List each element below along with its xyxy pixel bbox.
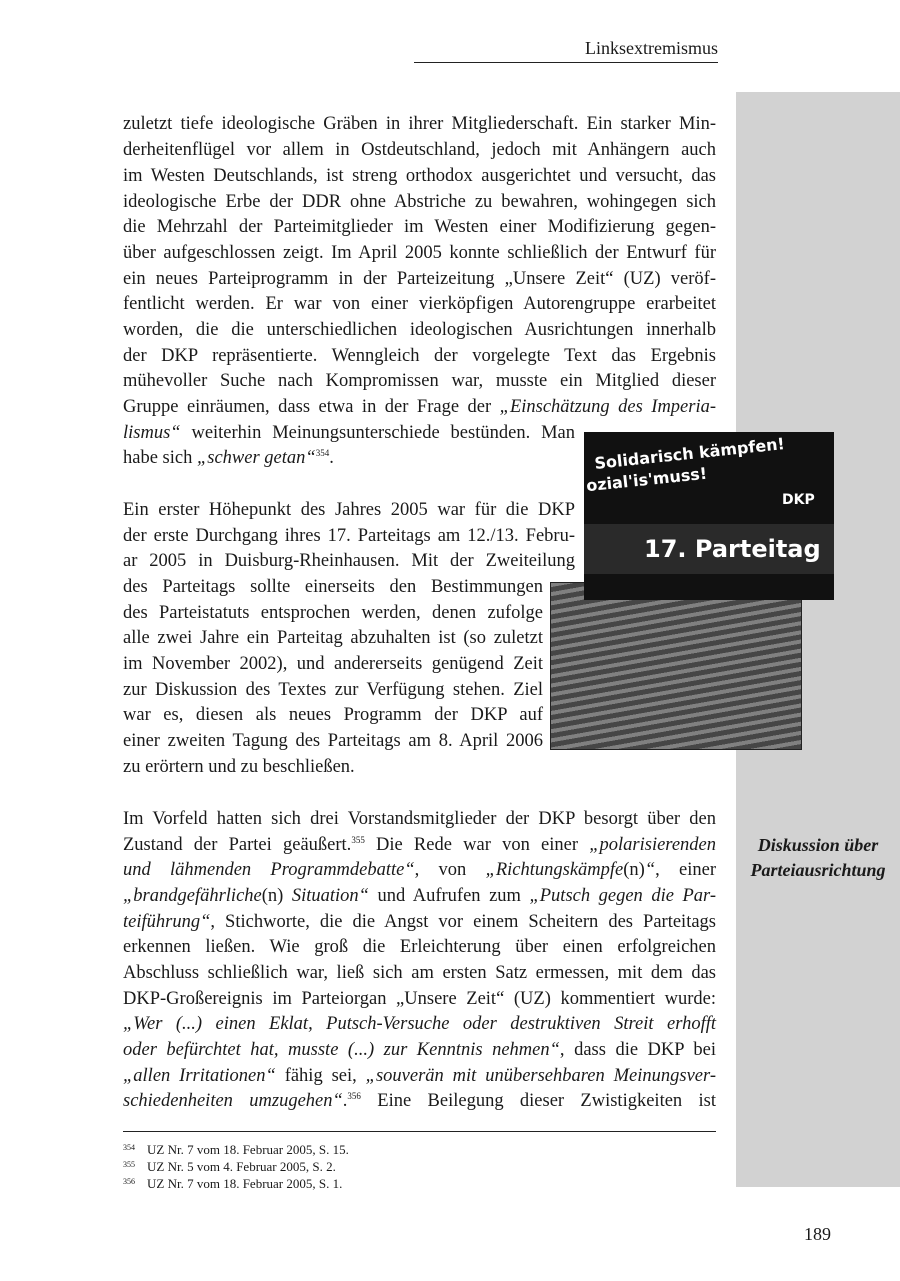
audience-seats	[551, 583, 801, 749]
text-run: Zustand der Partei geäußert.	[123, 835, 352, 855]
text-run: , dass die DKP bei	[559, 1040, 716, 1060]
quote-run: „Einschätzung des Imperia-	[499, 397, 717, 417]
footnote-ref: 355	[351, 835, 365, 845]
banner-text: 17. Parteitag	[644, 535, 821, 563]
footnote-ref: 354	[315, 448, 330, 458]
quote-run: „polarisierenden	[589, 835, 716, 855]
quote-run: „Wer (...) einen Eklat, Putsch-Versuche oder destruktiven Streit erhofft	[123, 1014, 716, 1034]
text-line: des Parteistatuts entsprochen werden, denen zufolge	[123, 603, 543, 623]
text-line: einer zweiten Tagung des Parteitags am 8. April 2006	[123, 731, 543, 751]
text-line	[123, 857, 716, 883]
text-line: war es, diesen als neues Programm der DKP auf	[123, 705, 543, 725]
running-title: Linksextremismus	[585, 38, 718, 58]
text-line: ein neues Parteiprogramm in der Parteizeitung „Unsere Zeit“ (UZ) veröf-	[123, 269, 716, 289]
quote-run: „souverän mit unübersehbaren Meinungsver-	[365, 1066, 716, 1086]
text-run: fähig sei,	[275, 1066, 366, 1086]
quote-run: „brandgefährliche	[123, 886, 262, 906]
text-run: , von	[414, 860, 486, 880]
text-line: derheitenflügel vor allem in Ostdeutschland, jedoch mit Anhängern auch	[123, 140, 716, 160]
running-header	[414, 38, 718, 63]
text-line	[123, 1063, 716, 1089]
text-line: Abschluss schließlich war, ließ sich am ersten Satz ermessen, mit dem das	[123, 963, 716, 983]
text-line	[123, 1037, 716, 1063]
quote-run: lismus“	[123, 423, 181, 443]
text-run: und Aufrufen zum	[368, 886, 530, 906]
text-run: Gruppe einräumen, dass etwa in der Frage der	[123, 397, 500, 417]
footnote-text: UZ Nr. 7 vom 18. Februar 2005, S. 1.	[147, 1176, 343, 1191]
margin-note-line2: Parteiausrichtung	[750, 860, 886, 880]
text-line: Im Vorfeld hatten sich drei Vorstandsmitglieder der DKP besorgt über den	[123, 809, 716, 829]
text-run: habe sich	[123, 448, 197, 468]
text-line: DKP-Großereignis im Parteiorgan „Unsere Zeit“ (UZ) kommentiert wurde:	[123, 989, 716, 1009]
footnote	[123, 1157, 336, 1175]
text-line: zu erörtern und zu beschließen.	[123, 757, 355, 777]
margin-note-line1: Diskussion über	[757, 835, 879, 855]
text-line	[123, 445, 575, 471]
party-congress-photo	[584, 432, 834, 600]
text-run: Eine Beilegung dieser Zwistigkeiten ist	[360, 1091, 716, 1111]
footnote-rule	[123, 1131, 716, 1132]
quote-run: Situation“	[291, 886, 369, 906]
text-line: zuletzt tiefe ideologische Gräben in ihrer Mitgliederschaft. Ein starker Min-	[123, 114, 716, 134]
text-line	[123, 883, 716, 909]
footnote-text: UZ Nr. 5 vom 4. Februar 2005, S. 2.	[147, 1159, 336, 1174]
text-run: , einer	[655, 860, 716, 880]
text-line: Ein erster Höhepunkt des Jahres 2005 war für die DKP	[123, 500, 575, 520]
banner-text: ozial'is'muss!	[585, 463, 708, 496]
footnote	[123, 1174, 342, 1192]
page-number: 189	[804, 1224, 831, 1244]
footnote-number: 354	[123, 1143, 135, 1152]
quote-run: schiedenheiten umzugehen“	[123, 1091, 343, 1111]
text-line: im Westen Deutschlands, ist streng orthodox ausgerichtet und versucht, das	[123, 166, 716, 186]
quote-run: teiführung“	[123, 912, 211, 932]
text-run: Die Rede war von einer	[364, 835, 590, 855]
margin-note	[736, 833, 900, 883]
text-run: .	[342, 1091, 348, 1111]
quote-run: oder befürchtet hat, musste (...) zur Kenntnis nehmen“	[123, 1040, 560, 1060]
text-line: ar 2005 in Duisburg-Rheinhausen. Mit der Zweiteilung	[123, 551, 575, 571]
text-line: des Parteitags sollte einerseits den Bestimmungen	[123, 577, 543, 597]
footnote	[123, 1140, 349, 1158]
congress-hall-photo	[550, 582, 802, 750]
text-line	[123, 1088, 716, 1114]
text-line: die Mehrzahl der Parteimitglieder im Westen einer Modifizierung gegen-	[123, 217, 716, 237]
text-run: .	[329, 448, 334, 468]
text-line: der DKP repräsentierte. Wenngleich der vorgelegte Text das Ergebnis	[123, 346, 716, 366]
text-line	[123, 909, 716, 935]
text-line: über aufgeschlossen zeigt. Im April 2005 konnte schließlich der Entwurf für	[123, 243, 716, 263]
quote-run: „Richtungskämpfe	[485, 860, 624, 880]
banner-text: Solidarisch kämpfen!	[593, 434, 786, 473]
text-line: fentlicht werden. Er war von einer vierköpfigen Autorengruppe erarbeitet	[123, 294, 716, 314]
text-line: mühevoller Suche nach Kompromissen war, musste ein Mitglied dieser	[123, 371, 716, 391]
text-line: der erste Durchgang ihres 17. Parteitags am 12./13. Febru-	[123, 526, 575, 546]
quote-run: und lähmenden Programmdebatte“	[123, 860, 415, 880]
quote-run: „allen Irritationen“	[123, 1066, 276, 1086]
text-line	[123, 420, 575, 446]
text-run: (n)	[261, 886, 292, 906]
quote-run: „schwer getan“	[196, 448, 316, 468]
text-line: erkennen ließen. Wie groß die Erleichterung über einen erfolgreichen	[123, 937, 716, 957]
footnote-ref: 356	[347, 1091, 361, 1101]
text-line: zur Diskussion des Textes zur Verfügung stehen. Ziel	[123, 680, 543, 700]
text-line: ideologische Erbe der DDR ohne Abstriche zu bewahren, wohingegen sich	[123, 192, 716, 212]
footnote-number: 355	[123, 1160, 135, 1169]
text-run: (n)	[623, 860, 645, 880]
text-line: worden, die die unterschiedlichen ideologischen Ausrichtungen innerhalb	[123, 320, 716, 340]
text-run: weiterhin Meinungsunterschiede bestünden. Man	[180, 423, 575, 443]
text-line: im November 2002), und andererseits genügend Zeit	[123, 654, 543, 674]
text-line: alle zwei Jahre ein Parteitag abzuhalten ist (so zuletzt	[123, 628, 543, 648]
banner-text: DKP	[782, 492, 815, 508]
quote-run: “	[644, 860, 656, 880]
text-run: , Stichworte, die die Angst vor einem Scheitern des Parteitags	[210, 912, 716, 932]
quote-run: „Putsch gegen die Par-	[529, 886, 716, 906]
text-line	[123, 1011, 716, 1037]
text-line	[123, 832, 716, 858]
text-line	[123, 394, 716, 420]
footnote-text: UZ Nr. 7 vom 18. Februar 2005, S. 15.	[147, 1142, 349, 1157]
footnote-number: 356	[123, 1177, 135, 1186]
